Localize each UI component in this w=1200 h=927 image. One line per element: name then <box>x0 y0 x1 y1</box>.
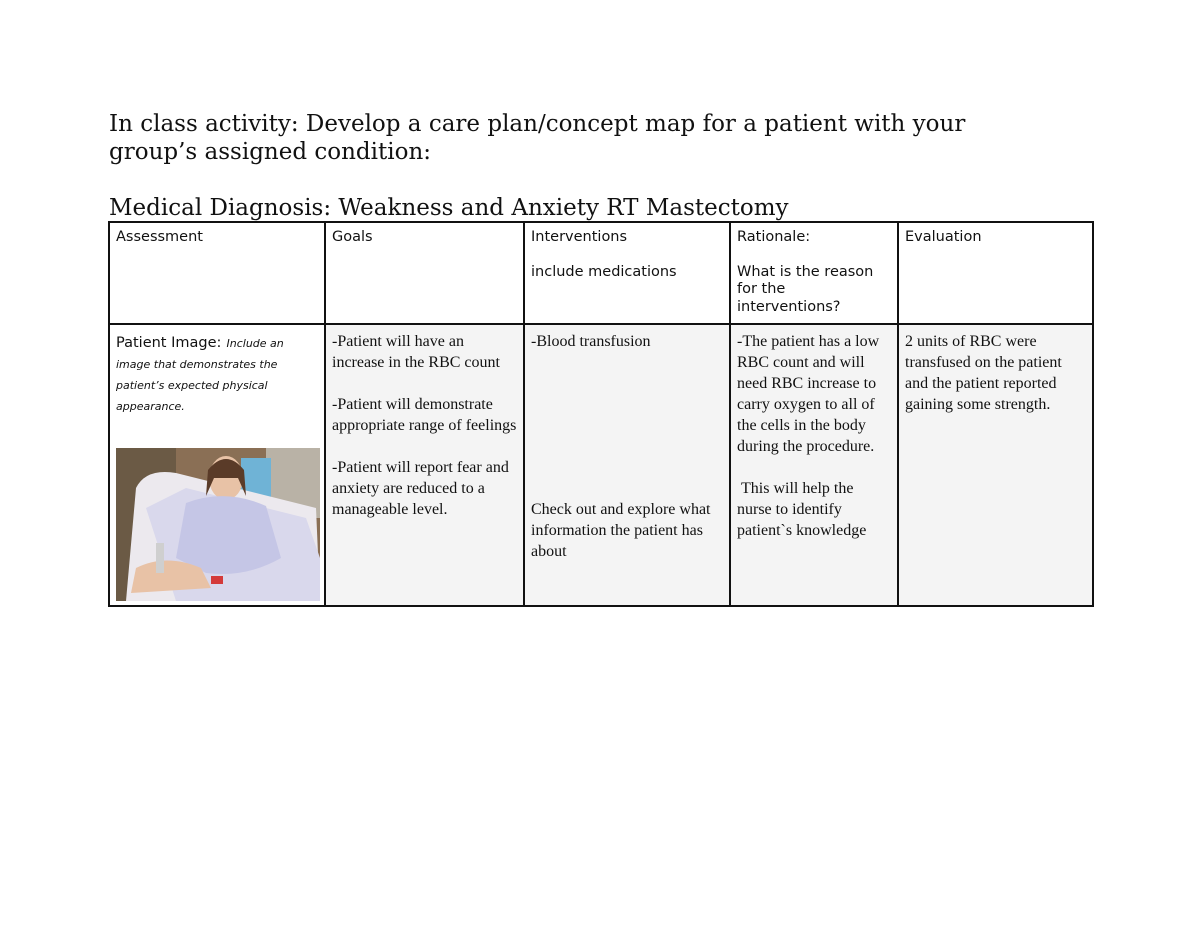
cell-rationale <box>730 324 898 606</box>
activity-instructions <box>109 110 1069 166</box>
cell-interventions <box>524 324 730 606</box>
intervention-item: -Blood transfusion <box>531 333 651 350</box>
header-rationale-sub: What is the reason for the interventions? <box>737 263 874 315</box>
goal-item: -Patient will have an increase in the RBC count <box>332 333 500 371</box>
medical-diagnosis: Medical Diagnosis: Weakness and Anxiety RT Mastectomy <box>109 195 789 221</box>
evaluation-text: 2 units of RBC were transfused on the patient and the patient reported gaining some strength. <box>905 333 1062 413</box>
header-interventions-sub: include medications <box>531 263 677 280</box>
assessment-title: Patient Image: <box>116 335 222 351</box>
cell-goals <box>325 324 524 606</box>
header-evaluation <box>898 222 1093 324</box>
rationale-item: This will help the nurse to identify patient`s knowledge <box>737 480 867 539</box>
instructions-line-1: In class activity: Develop a care plan/concept map for a patient with your <box>109 111 966 137</box>
header-interventions-label: Interventions <box>531 229 628 245</box>
table-row <box>109 324 1093 606</box>
header-goals <box>325 222 524 324</box>
header-evaluation-label: Evaluation <box>905 229 982 245</box>
instructions-line-2: group’s assigned condition: <box>109 139 432 165</box>
care-plan-table <box>108 221 1094 607</box>
header-assessment <box>109 222 325 324</box>
goal-item: -Patient will demonstrate appropriate range of feelings <box>332 396 517 434</box>
header-assessment-label: Assessment <box>116 229 203 245</box>
spacer <box>531 352 723 499</box>
rationale-item: -The patient has a low RBC count and will need RBC increase to carry oxygen to all of the cells in the body during the procedure. <box>737 333 880 455</box>
header-rationale-label: Rationale: <box>737 229 811 245</box>
header-rationale <box>730 222 898 324</box>
header-goals-label: Goals <box>332 229 373 245</box>
table-header-row <box>109 222 1093 324</box>
intervention-item: Check out and explore what information the patient has about <box>531 501 711 560</box>
assessment-note: Include an image that demonstrates the patient’s expected physical appearance. <box>116 337 284 413</box>
cell-evaluation <box>898 324 1093 606</box>
patient-photo <box>116 448 320 601</box>
header-interventions <box>524 222 730 324</box>
goal-item: -Patient will report fear and anxiety are reduced to a manageable level. <box>332 459 509 518</box>
cell-assessment <box>109 324 325 606</box>
